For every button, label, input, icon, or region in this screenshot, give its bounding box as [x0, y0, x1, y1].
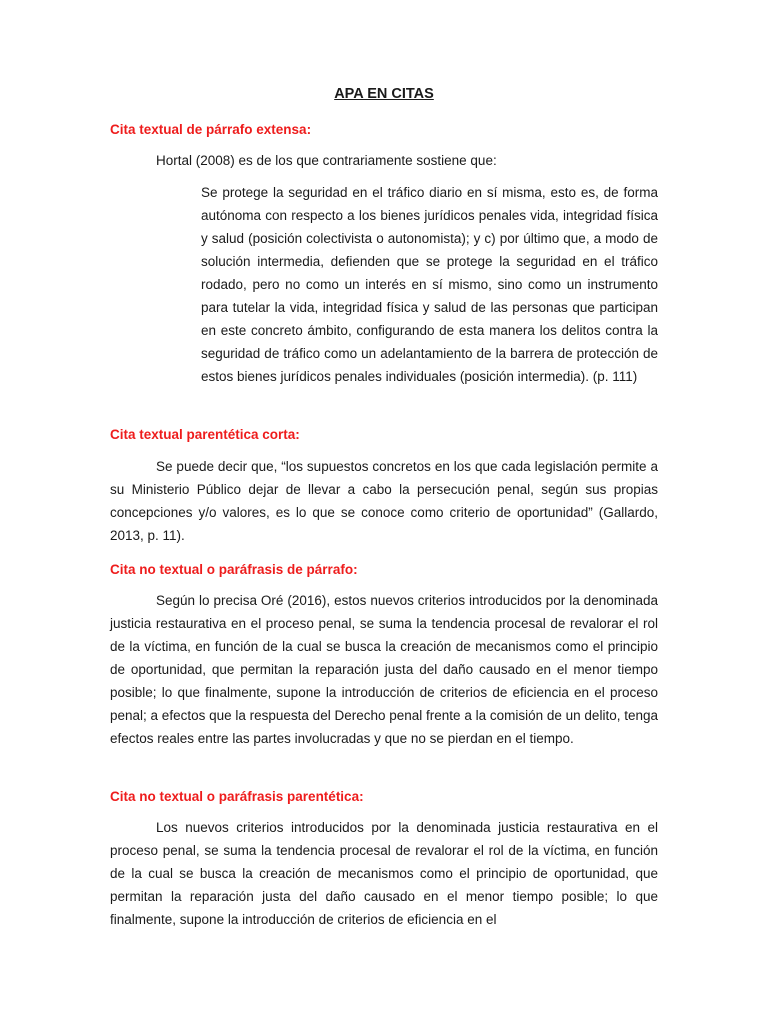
section-heading-1: Cita textual de párrafo extensa:: [110, 122, 312, 137]
section-heading-4: Cita no textual o paráfrasis parentética:: [110, 789, 364, 804]
section-body-3: Según lo precisa Oré (2016), estos nuevos criterios introducidos por la denominada justicia restaurativa en el proceso penal, se suma la tendencia procesal de revalorar el rol de la víctima, en función de la cual se busca la creación de mecanismos como el principio de oportunidad, que permitan la reparación justa del daño causado en el menor tiempo posible; lo que finalmente, supone la introducción de criterios de eficiencia en el proceso penal; a efectos que la respuesta del Derecho penal frente a la comisión de un delito, tenga efectos reales entre las partes involucradas y que no se pierdan en el tiempo.: [110, 593, 658, 746]
section-heading-3: Cita no textual o paráfrasis de párrafo:: [110, 562, 358, 577]
block-quote: Se protege la seguridad en el tráfico diario en sí misma, esto es, de forma autónoma con respecto a los bienes jurídicos penales vida, integridad física y salud (posición colectivista o autonomista); y c) por último que, a modo de solución intermedia, defienden que se protege la seguridad en el tráfico rodado, pero no como un interés en sí mismo, sino como un instrumento para tutelar la vida, integridad física y salud de las personas que participan en este concreto ámbito, configurando de esta manera los delitos contra la seguridad de tráfico como un adelantamiento de la barrera de protección de estos bienes jurídicos penales individuales (posición intermedia). (p. 111): [201, 185, 658, 384]
section-intro-1: Hortal (2008) es de los que contrariamente sostiene que:: [156, 153, 497, 168]
section-body-2: Se puede decir que, “los supuestos concretos en los que cada legislación permite a su Ministerio Público dejar de llevar a cabo la persecución penal, según sus propias concepciones y/o valores, es lo que se conoce como criterio de oportunidad” (Gallardo, 2013, p. 11).: [110, 459, 658, 543]
section-heading-2: Cita textual parentética corta:: [110, 427, 300, 442]
section-body-4: Los nuevos criterios introducidos por la denominada justicia restaurativa en el proceso penal, se suma la tendencia procesal de revalorar el rol de la víctima, en función de la cual se busca la creación de mecanismos como el principio de oportunidad, que permitan la reparación justa del daño causado en el menor tiempo posible; lo que finalmente, supone la introducción de criterios de eficiencia en el: [110, 820, 658, 927]
page-title: APA EN CITAS: [334, 86, 434, 102]
